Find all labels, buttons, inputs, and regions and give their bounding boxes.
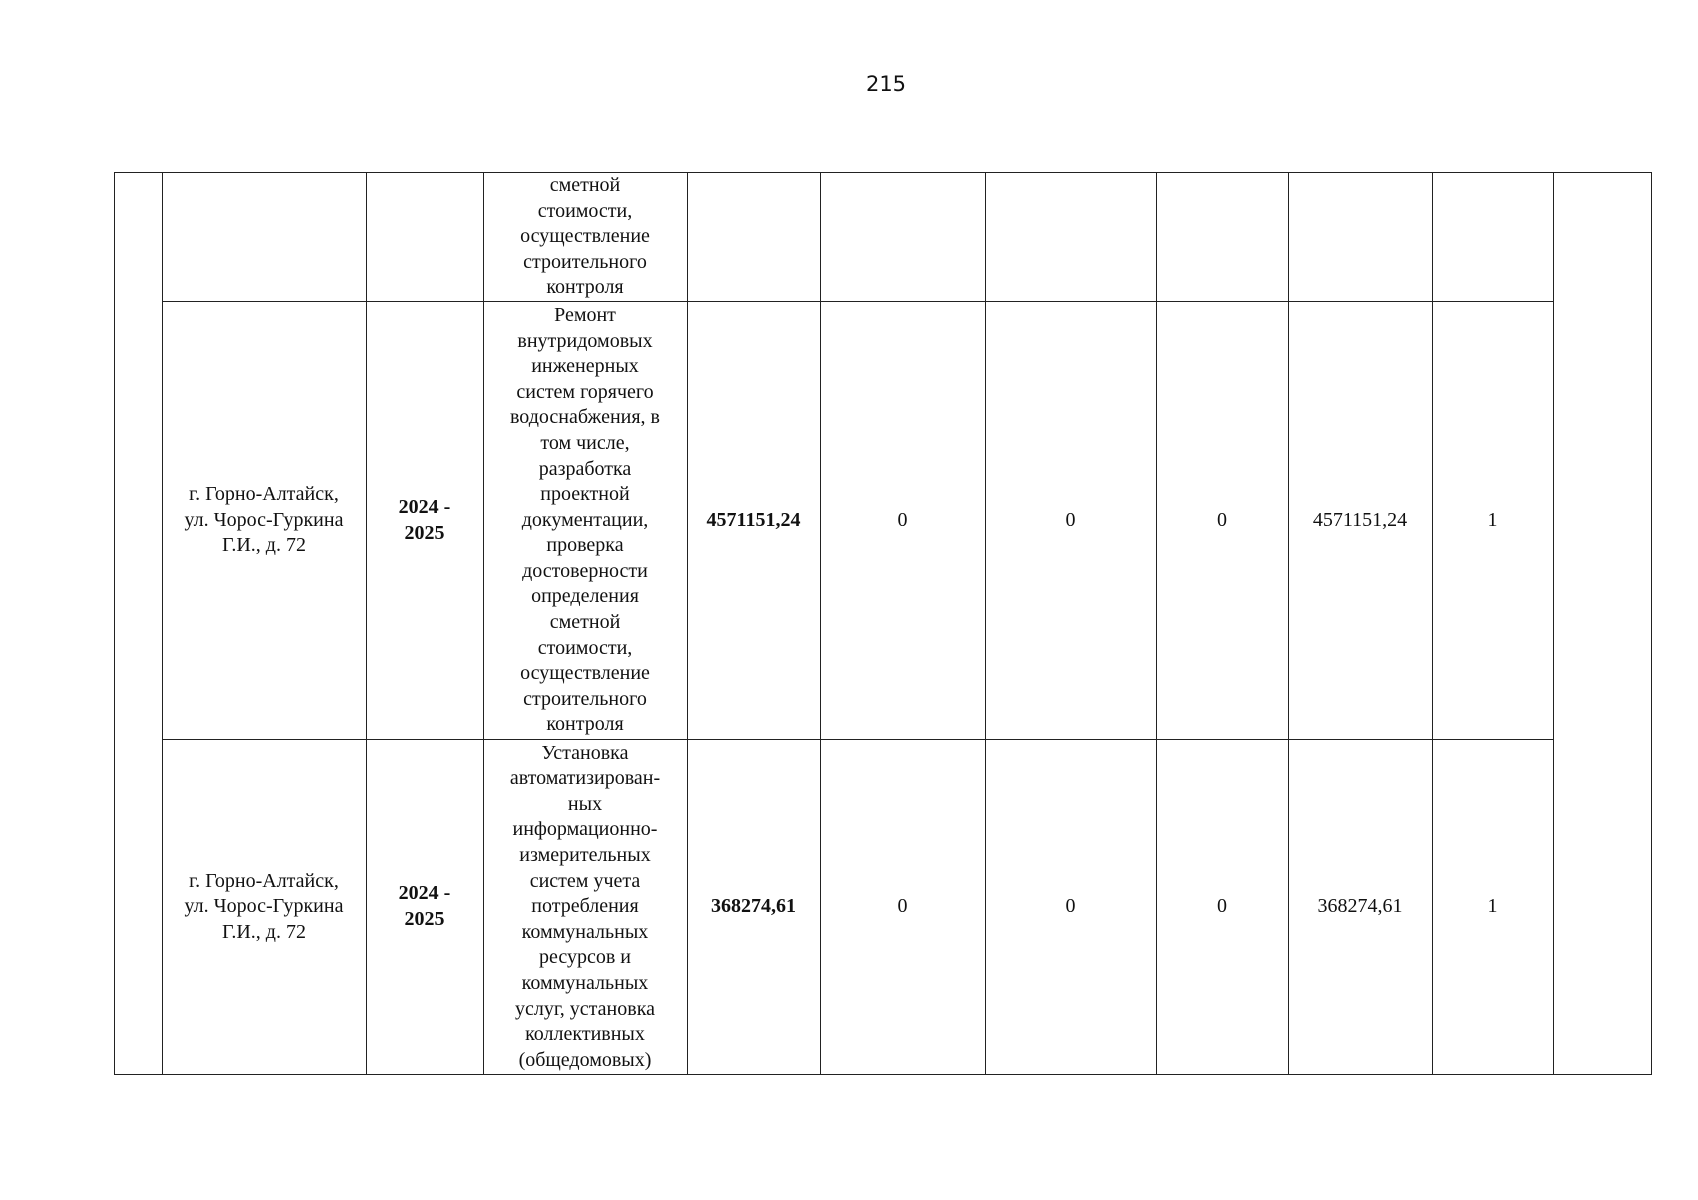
table-row-1-col7: 0 <box>1217 508 1227 531</box>
table-bottom-border <box>114 1074 1652 1075</box>
page-number: 215 <box>865 72 907 96</box>
table-row-2-col6: 0 <box>1065 895 1076 918</box>
table-row-1-col8: 4571151,24 <box>1312 508 1408 531</box>
table-row-1-col6: 0 <box>1065 508 1076 531</box>
col-border-11 <box>1651 172 1652 1075</box>
table-row-2-period: 2024 - 2025 <box>398 882 451 930</box>
table-row-2-work: Установка автоматизирован- ных информационно- измерительных систем учета потребления коммунальных ресурсов и коммунальных услуг, установка коллективных (общедомовых) <box>509 741 661 1071</box>
table-row-2-col5: 0 <box>897 895 908 918</box>
table-row-1-period: 2024 - 2025 <box>398 495 451 544</box>
table-row-1-address: г. Горно-Алтайск, ул. Чорос-Гуркина Г.И., д. 72 <box>184 483 344 557</box>
table-row-1-total: 4571151,24 <box>706 508 801 531</box>
col-border-10 <box>1553 172 1554 1075</box>
table-row-1-col5: 0 <box>897 508 908 531</box>
table-row-2-col9: 1 <box>1487 895 1498 918</box>
table-row-2-total: 368274,61 <box>711 895 796 918</box>
table-row-2-col7: 0 <box>1217 895 1227 918</box>
table-row-2-address: г. Горно-Алтайск, ул. Чорос-Гуркина Г.И., д. 72 <box>184 869 344 943</box>
table-row-2-col8: 368274,61 <box>1317 895 1403 918</box>
table-row-1-col9: 1 <box>1487 508 1498 531</box>
program-table <box>114 172 1652 1075</box>
table-row-1-work: Ремонт внутридомовых инженерных систем горячего водоснабжения, в том числе, разработка проектной документации, проверка достоверности определения сметной стоимости, осуществление строительного контроля <box>509 303 661 736</box>
table-row-0-work: сметной стоимости, осуществление строительного контроля <box>520 174 650 299</box>
col-border-0 <box>114 172 115 1075</box>
table-top-border <box>114 172 1652 173</box>
